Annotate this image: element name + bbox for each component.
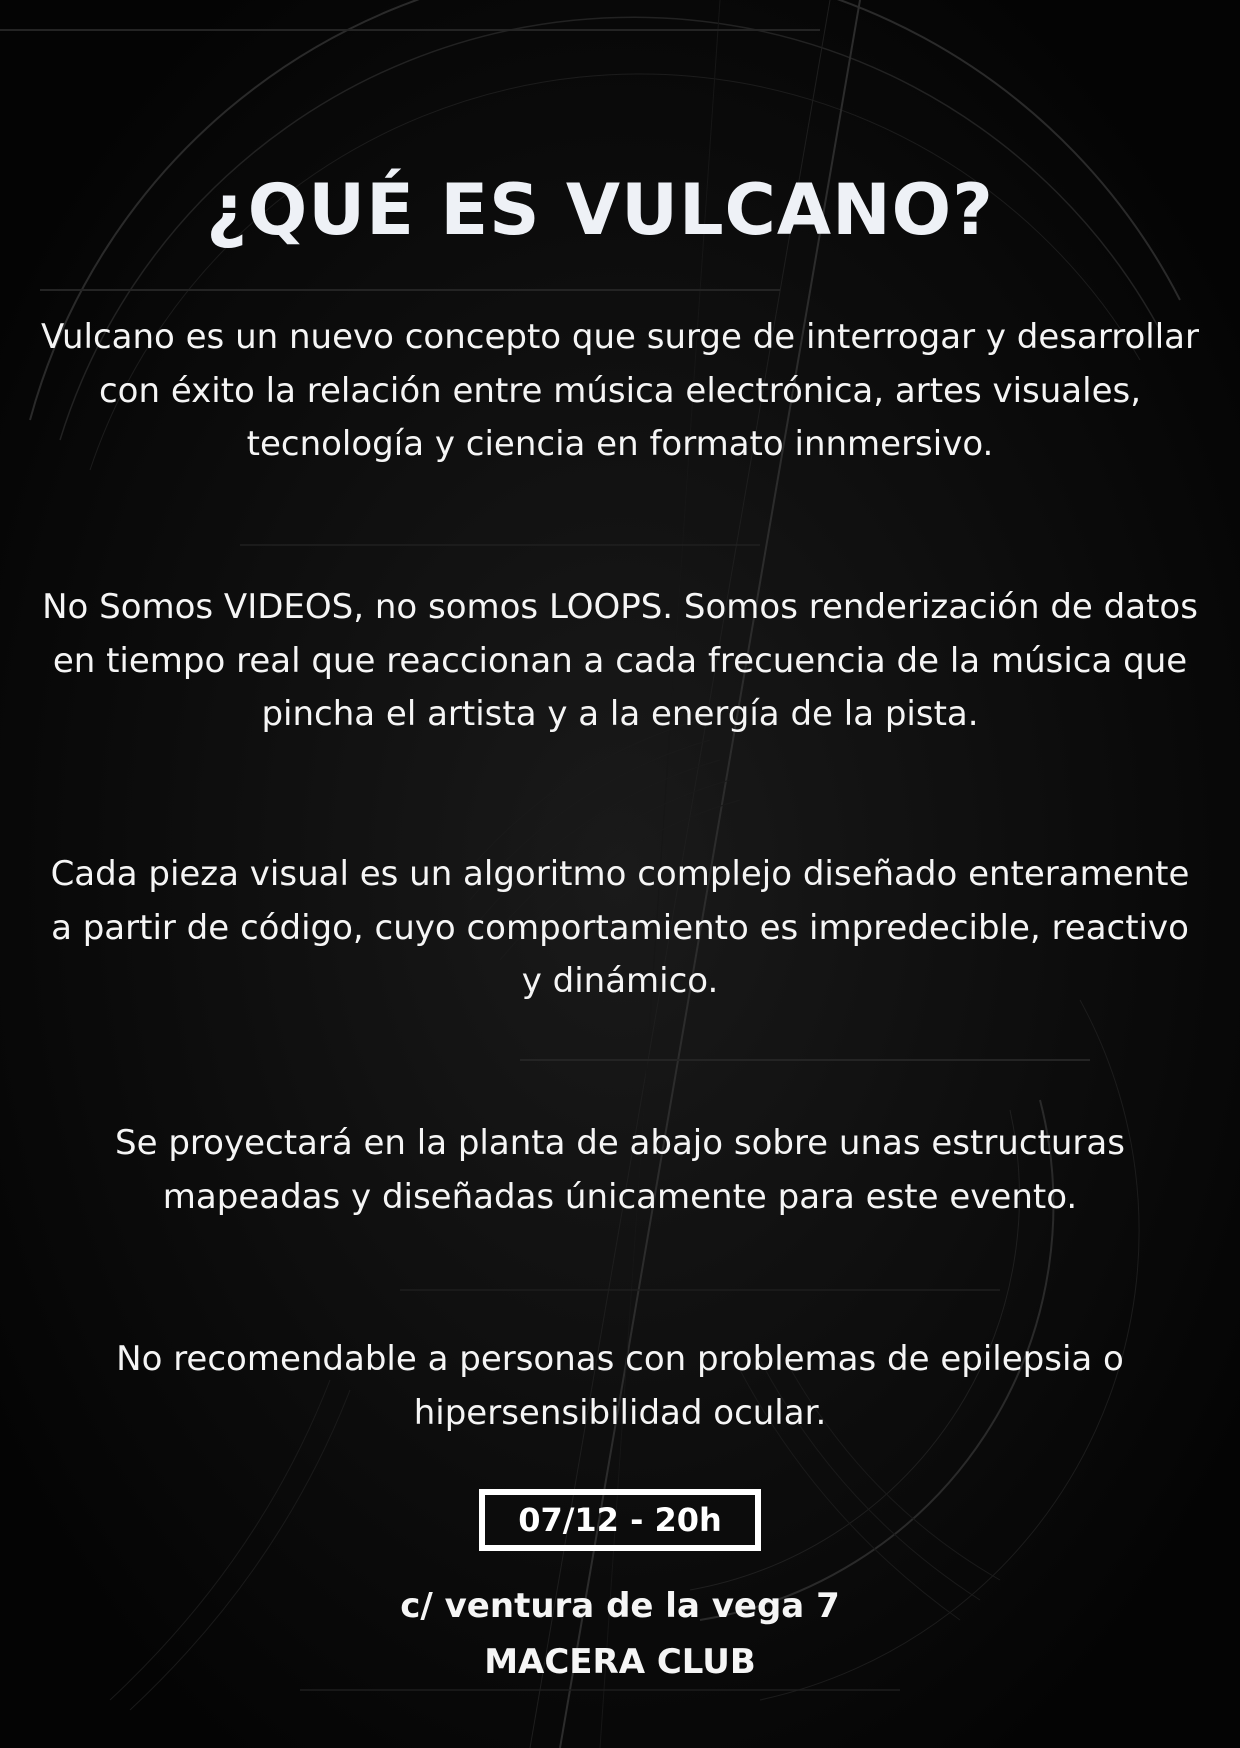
paragraph-realtime: No Somos VIDEOS, no somos LOOPS. Somos renderización de datos en tiempo real que reaccionan a cada frecuencia de la música que pincha el artista y a la energía de la pista. bbox=[42, 587, 1198, 734]
event-location bbox=[0, 1578, 1240, 1690]
address-line: c/ ventura de la vega 7 bbox=[400, 1586, 840, 1626]
venue-name: MACERA CLUB bbox=[484, 1642, 756, 1682]
paragraph-projection: Se proyectará en la planta de abajo sobre unas estructuras mapeadas y diseñadas únicamente para este evento. bbox=[115, 1123, 1125, 1217]
paragraph-intro: Vulcano es un nuevo concepto que surge de interrogar y desarrollar con éxito la relación entre música electrónica, artes visuales, tecnología y ciencia en formato innmersivo. bbox=[41, 317, 1199, 464]
paragraph-warning: No recomendable a personas con problemas de epilepsia o hipersensibilidad ocular. bbox=[116, 1339, 1124, 1433]
event-date-badge: 07/12 - 20h bbox=[479, 1489, 761, 1551]
poster-title: ¿QUÉ ES VULCANO? bbox=[206, 169, 994, 251]
paragraph-algorithm: Cada pieza visual es un algoritmo complejo diseñado enteramente a partir de código, cuyo comportamiento es impredecible, reactivo y dinámico. bbox=[50, 854, 1190, 1001]
